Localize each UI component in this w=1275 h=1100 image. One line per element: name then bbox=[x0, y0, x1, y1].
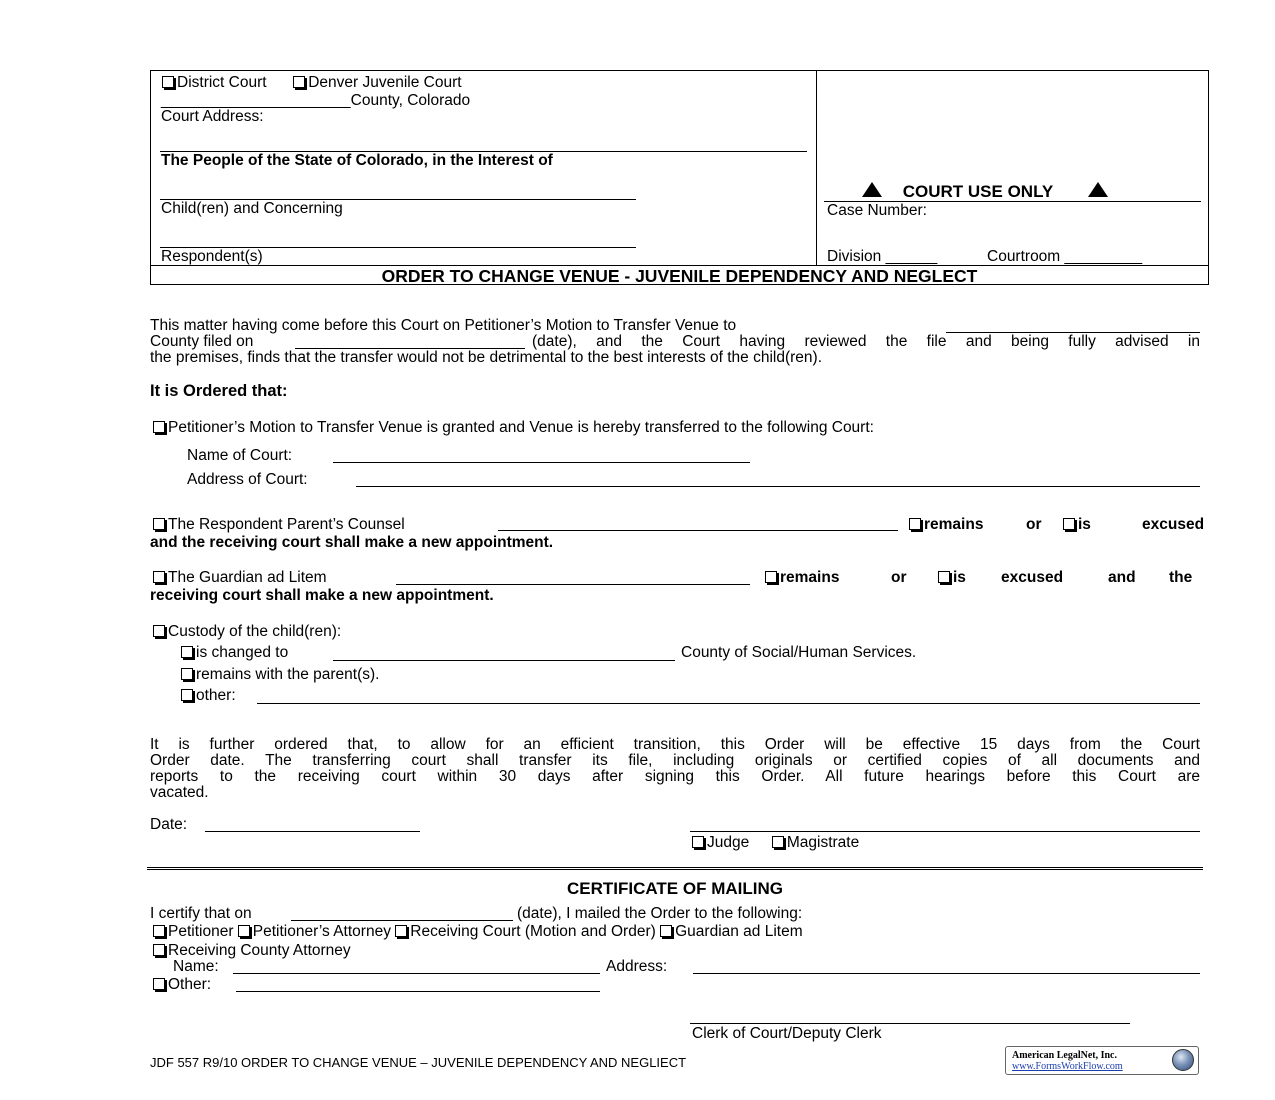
counsel-excused bbox=[1063, 517, 1091, 533]
counsel-checkbox[interactable] bbox=[153, 518, 165, 530]
division-field[interactable]: Division ______ bbox=[827, 248, 938, 265]
counsel-is-label: is bbox=[1078, 516, 1091, 533]
denver-juvenile-label: Denver Juvenile Court bbox=[308, 74, 462, 91]
gal-label: The Guardian ad Litem bbox=[168, 569, 327, 586]
judge-checkbox[interactable] bbox=[692, 836, 704, 848]
address-label: Address: bbox=[606, 958, 668, 975]
court-use-only-label: COURT USE ONLY bbox=[902, 182, 1054, 201]
changed-checkbox[interactable] bbox=[181, 646, 193, 658]
gal-remains bbox=[765, 570, 839, 586]
child-concerning-label: Child(ren) and Concerning bbox=[161, 200, 343, 217]
gal-remains-label: remains bbox=[780, 569, 840, 586]
counsel-excused-checkbox[interactable] bbox=[1063, 518, 1075, 530]
page-title: ORDER TO CHANGE VENUE - JUVENILE DEPENDENCY AND NEGLECT bbox=[381, 266, 978, 286]
brand-logo[interactable] bbox=[1005, 1046, 1199, 1075]
further-line-2: Order date. The transferring court shall transfer its file, including originals or certified copies of all documents and bbox=[150, 752, 1200, 769]
receiving-court-checkbox[interactable] bbox=[395, 925, 407, 937]
case-number-label[interactable]: Case Number: bbox=[827, 202, 927, 219]
gal-or: or bbox=[891, 569, 907, 586]
intro-line-2b: (date), and the Court having reviewed the file and being fully advised in bbox=[532, 333, 1200, 350]
counsel-remains-checkbox[interactable] bbox=[909, 518, 921, 530]
court-address-label: Court Address: bbox=[161, 108, 264, 125]
counsel-remains-label: remains bbox=[924, 516, 984, 533]
ordered-heading: It is Ordered that: bbox=[150, 382, 288, 400]
date-label: Date: bbox=[150, 816, 188, 833]
district-court-checkbox[interactable] bbox=[162, 76, 174, 88]
gal-name-field[interactable] bbox=[396, 584, 750, 585]
custody-other-field[interactable] bbox=[257, 703, 1200, 704]
certify-tail: (date), I mailed the Order to the following: bbox=[517, 905, 803, 922]
counsel-row bbox=[153, 517, 405, 533]
district-court-label: District Court bbox=[177, 74, 267, 91]
custody-other-row bbox=[181, 688, 236, 704]
county-services-label: County of Social/Human Services. bbox=[681, 644, 917, 661]
custody-county-field[interactable] bbox=[333, 660, 675, 661]
globe-icon bbox=[1172, 1049, 1194, 1071]
further-line-4: vacated. bbox=[150, 784, 209, 801]
custody-checkbox[interactable] bbox=[153, 625, 165, 637]
counsel-label: The Respondent Parent’s Counsel bbox=[168, 516, 405, 533]
counsel-remains bbox=[909, 517, 983, 533]
other-checkbox[interactable] bbox=[181, 689, 193, 701]
receiving-county-label: Receiving County Attorney bbox=[168, 942, 351, 959]
intro-line-1: This matter having come before this Court on Petitioner’s Motion to Transfer Venue to bbox=[150, 317, 737, 334]
further-line-1: It is further ordered that, to allow for an efficient transition, this Order will be effective 15 days from the Court bbox=[150, 736, 1200, 753]
judge-row bbox=[692, 835, 859, 851]
counsel-excused-label: excused bbox=[1142, 516, 1205, 533]
gal-row bbox=[153, 570, 327, 586]
remains-parent-label: remains with the parent(s). bbox=[196, 666, 380, 683]
cert-gal-label: Guardian ad Litem bbox=[675, 923, 803, 940]
other-label: other: bbox=[196, 687, 236, 704]
name-label: Name: bbox=[173, 958, 219, 975]
caption-divider bbox=[816, 70, 817, 265]
gal-excused-label: excused bbox=[1001, 569, 1064, 586]
judge-signature-field[interactable] bbox=[690, 831, 1200, 832]
clerk-label: Clerk of Court/Deputy Clerk bbox=[692, 1025, 882, 1042]
denver-juvenile-checkbox[interactable] bbox=[293, 76, 305, 88]
pet-attorney-label: Petitioner’s Attorney bbox=[252, 923, 391, 940]
brand-name: American LegalNet, Inc. bbox=[1012, 1050, 1117, 1061]
county-line[interactable]: ______________________County, Colorado bbox=[161, 92, 471, 109]
clerk-signature-field[interactable] bbox=[690, 1023, 1130, 1024]
other-recipient-field[interactable] bbox=[236, 991, 600, 992]
up-triangle-icon bbox=[1088, 182, 1108, 197]
judge-label: Judge bbox=[707, 834, 750, 851]
further-line-3: reports to the receiving court within 30 days after signing this Order. All future hearings before this Court are bbox=[150, 768, 1200, 785]
petitioner-label: Petitioner bbox=[168, 923, 234, 940]
gal-is-label: is bbox=[953, 569, 966, 586]
respondents-label: Respondent(s) bbox=[161, 248, 263, 265]
remains-parent-checkbox[interactable] bbox=[181, 668, 193, 680]
people-heading: The People of the State of Colorado, in the Interest of bbox=[161, 152, 553, 169]
certify-label: I certify that on bbox=[150, 905, 252, 922]
pet-attorney-checkbox[interactable] bbox=[238, 925, 250, 937]
gal-the: the bbox=[1169, 569, 1193, 586]
custody-changed-row bbox=[181, 645, 288, 661]
other-recipient-label: Other: bbox=[168, 976, 212, 993]
intro-line-2a: County filed on bbox=[150, 333, 254, 350]
court-use-only bbox=[862, 182, 1108, 200]
form-id: JDF 557 R9/10 ORDER TO CHANGE VENUE – JUVENILE DEPENDENCY AND NEGLIECT bbox=[150, 1055, 687, 1070]
counsel-name-field[interactable] bbox=[498, 530, 898, 531]
courtroom-field[interactable]: Courtroom _________ bbox=[987, 248, 1143, 265]
custody-label: Custody of the child(ren): bbox=[168, 623, 342, 640]
gal-excused-checkbox[interactable] bbox=[938, 571, 950, 583]
gal-and: and bbox=[1108, 569, 1136, 586]
mail-name-field[interactable] bbox=[233, 973, 600, 974]
gal-remains-checkbox[interactable] bbox=[765, 571, 777, 583]
other-recipient-row bbox=[153, 977, 211, 993]
granted-checkbox[interactable] bbox=[153, 421, 165, 433]
court-address-label-2: Address of Court: bbox=[187, 471, 308, 488]
recipient-row-1 bbox=[153, 924, 803, 940]
other-recipient-checkbox[interactable] bbox=[153, 978, 165, 990]
granted-label: Petitioner’s Motion to Transfer Venue is granted and Venue is hereby transferred to the following Court: bbox=[168, 419, 874, 436]
changed-label: is changed to bbox=[196, 644, 289, 661]
petitioner-checkbox[interactable] bbox=[153, 925, 165, 937]
recipient-row-2 bbox=[153, 943, 351, 959]
court-type-row bbox=[162, 75, 462, 91]
mail-address-field[interactable] bbox=[693, 973, 1200, 974]
magistrate-checkbox[interactable] bbox=[772, 836, 784, 848]
brand-url[interactable]: www.FormsWorkFlow.com bbox=[1012, 1061, 1123, 1072]
gal-line-2: receiving court shall make a new appointment. bbox=[150, 587, 494, 604]
cert-gal-checkbox[interactable] bbox=[660, 925, 672, 937]
receiving-county-checkbox[interactable] bbox=[153, 944, 165, 956]
custody-row bbox=[153, 624, 341, 640]
intro-line-3: the premises, finds that the transfer would not be detrimental to the best interests of the child(ren). bbox=[150, 349, 823, 366]
mailing-date-field[interactable] bbox=[291, 920, 513, 921]
order-date-field[interactable] bbox=[205, 831, 420, 832]
court-name-label: Name of Court: bbox=[187, 447, 293, 464]
granted-row bbox=[153, 420, 874, 436]
section-divider bbox=[147, 867, 1203, 870]
certificate-title: CERTIFICATE OF MAILING bbox=[567, 879, 783, 898]
gal-excused bbox=[938, 570, 966, 586]
court-name-field[interactable] bbox=[333, 462, 750, 463]
custody-remains-row bbox=[181, 667, 380, 683]
up-triangle-icon bbox=[862, 182, 882, 197]
receiving-court-label: Receiving Court (Motion and Order) bbox=[410, 923, 656, 940]
counsel-line-2: and the receiving court shall make a new appointment. bbox=[150, 534, 554, 551]
court-address-field-2[interactable] bbox=[356, 486, 1200, 487]
gal-checkbox[interactable] bbox=[153, 571, 165, 583]
counsel-or: or bbox=[1026, 516, 1042, 533]
magistrate-label: Magistrate bbox=[786, 834, 860, 851]
